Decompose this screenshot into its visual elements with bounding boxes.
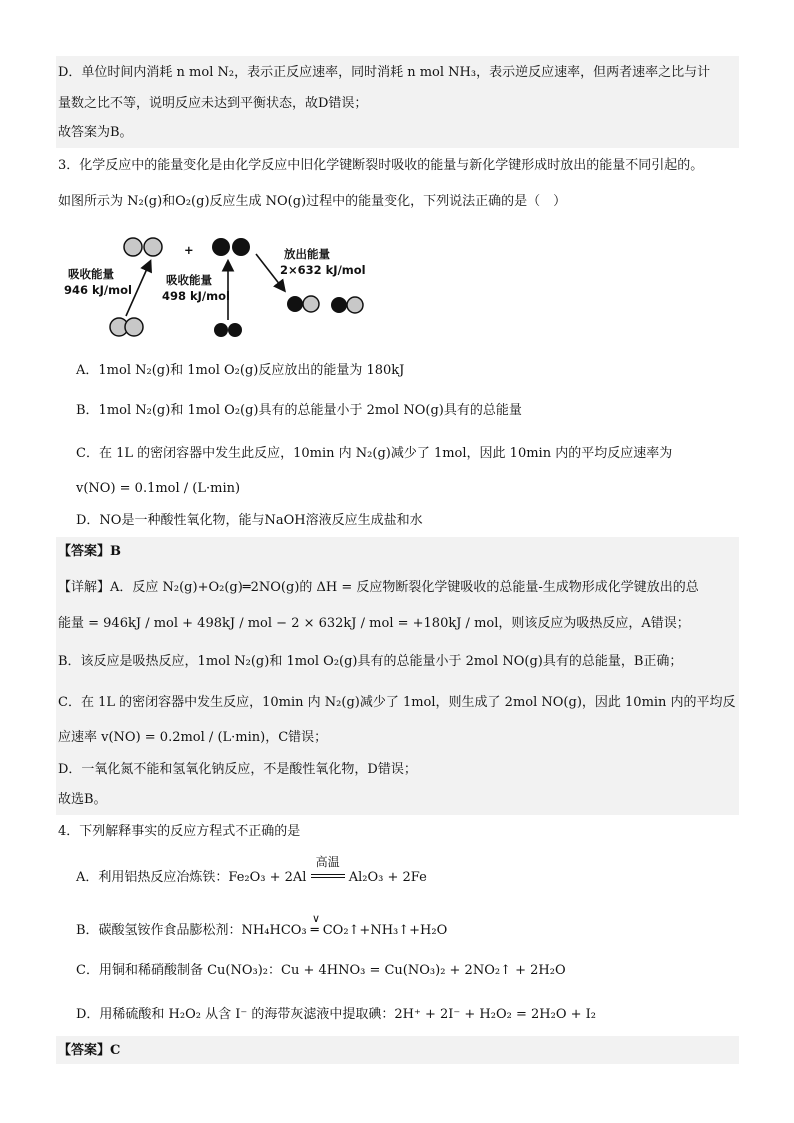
q4-option-b-text: B．碳酸氢铵作食品膨松剂：NH₄HCO₃ ═ CO₂↑+NH₃↑+H₂O — [76, 923, 448, 938]
q3-detail-line7: 故选B。 — [58, 792, 107, 807]
no-atom-o — [287, 296, 303, 312]
o2-atom — [228, 323, 242, 337]
reaction-condition-arrow — [311, 855, 345, 887]
q3-option-c-line1: C．在 1L 的密闭容器中发生此反应，10min 内 N₂(g)减少了 1mol，因此 10min 内的平均反应速率为 — [76, 446, 673, 461]
q3-detail-line3: B．该反应是吸热反应，1mol N₂(g)和 1mol O₂(g)具有的总能量小于 2mol NO(g)具有的总能量，B正确； — [58, 654, 683, 669]
n2-atom — [124, 238, 142, 256]
prev-solution-d-line2: 量数之比不等，说明反应未达到平衡状态，故D错误； — [58, 96, 368, 111]
plus-sign: + — [184, 243, 194, 257]
q4-option-a-rhs: Al₂O₃ + 2Fe — [348, 870, 427, 885]
q3-stem-line2: 如图所示为 N₂(g)和O₂(g)反应生成 NO(g)过程中的能量变化，下列说法正确的是（ ） — [58, 194, 567, 209]
n2-atom — [144, 238, 162, 256]
condition-high-temp: 高温 — [315, 855, 340, 869]
q3-detail-line2: 能量 = 946kJ / mol + 498kJ / mol − 2 × 632kJ / mol = +180kJ / mol，则该反应为吸热反应，A错误； — [58, 616, 690, 631]
energy-diagram — [58, 228, 378, 346]
absorb-label-1: 吸收能量 — [68, 267, 114, 281]
no-atom-o — [331, 297, 347, 313]
absorb-value-1: 946 kJ/mol — [64, 283, 132, 297]
no-atom-n — [303, 296, 319, 312]
no-atom-n — [347, 297, 363, 313]
n2-atom — [125, 318, 143, 336]
q4-option-b — [76, 912, 448, 940]
absorb-value-2: 498 kJ/mol — [162, 289, 230, 303]
q4-option-d: D．用稀硫酸和 H₂O₂ 从含 I⁻ 的海带灰滤液中提取碘：2H⁺ + 2I⁻ + H₂O₂ = 2H₂O + I₂ — [76, 1007, 596, 1022]
q3-detail-line5: 应速率 v(NO) = 0.2mol / (L·min)，C错误； — [58, 730, 328, 745]
o2-atom — [212, 238, 230, 256]
q4-option-a-lhs: A．利用铝热反应冶炼铁：Fe₂O₃ + 2Al — [76, 870, 307, 885]
release-value: 2×632 kJ/mol — [280, 263, 366, 277]
q3-detail-line6: D．一氧化氮不能和氢氧化钠反应，不是酸性氧化物，D错误； — [58, 762, 417, 777]
q3-answer: 【答案】B — [58, 544, 121, 559]
prev-solution-d-line1: D．单位时间内消耗 n mol N₂，表示正反应速率，同时消耗 n mol NH₃，表示逆反应速率，但两者速率之比与计 — [58, 65, 711, 80]
q4-stem: 4．下列解释事实的反应方程式不正确的是 — [58, 824, 301, 839]
absorb-label-2: 吸收能量 — [166, 273, 212, 287]
q3-option-d: D．NO是一种酸性氧化物，能与NaOH溶液反应生成盐和水 — [76, 513, 423, 528]
q3-stem-line1: 3．化学反应中的能量变化是由化学反应中旧化学键断裂时吸收的能量与新化学键形成时放出的能量不同引起的。 — [58, 158, 704, 173]
q4-option-a — [76, 855, 427, 887]
condition-heat-symbol: ∨ — [312, 912, 321, 925]
q3-option-b: B．1mol N₂(g)和 1mol O₂(g)具有的总能量小于 2mol NO(g)具有的总能量 — [76, 403, 522, 418]
q3-option-a: A．1mol N₂(g)和 1mol O₂(g)反应放出的能量为 180kJ — [76, 363, 405, 378]
o2-atom — [232, 238, 250, 256]
q3-detail-line4: C．在 1L 的密闭容器中发生反应，10min 内 N₂(g)减少了 1mol，则生成了 2mol NO(g)，因此 10min 内的平均反 — [58, 695, 736, 710]
q3-option-c-line2: v(NO) = 0.1mol / (L·min) — [76, 481, 241, 496]
o2-atom — [214, 323, 228, 337]
q4-answer: 【答案】C — [58, 1043, 121, 1058]
q4-answer-box — [56, 1036, 739, 1064]
release-label: 放出能量 — [284, 247, 330, 261]
q4-option-c: C．用铜和稀硝酸制备 Cu(NO₃)₂：Cu + 4HNO₃ = Cu(NO₃)₂ + 2NO₂↑ + 2H₂O — [76, 963, 566, 978]
prev-answer: 故答案为B。 — [58, 125, 133, 140]
q3-detail-line1: 【详解】A．反应 N₂(g)+O₂(g)═2NO(g)的 ΔH = 反应物断裂化学键吸收的总能量-生成物形成化学键放出的总 — [58, 580, 699, 595]
